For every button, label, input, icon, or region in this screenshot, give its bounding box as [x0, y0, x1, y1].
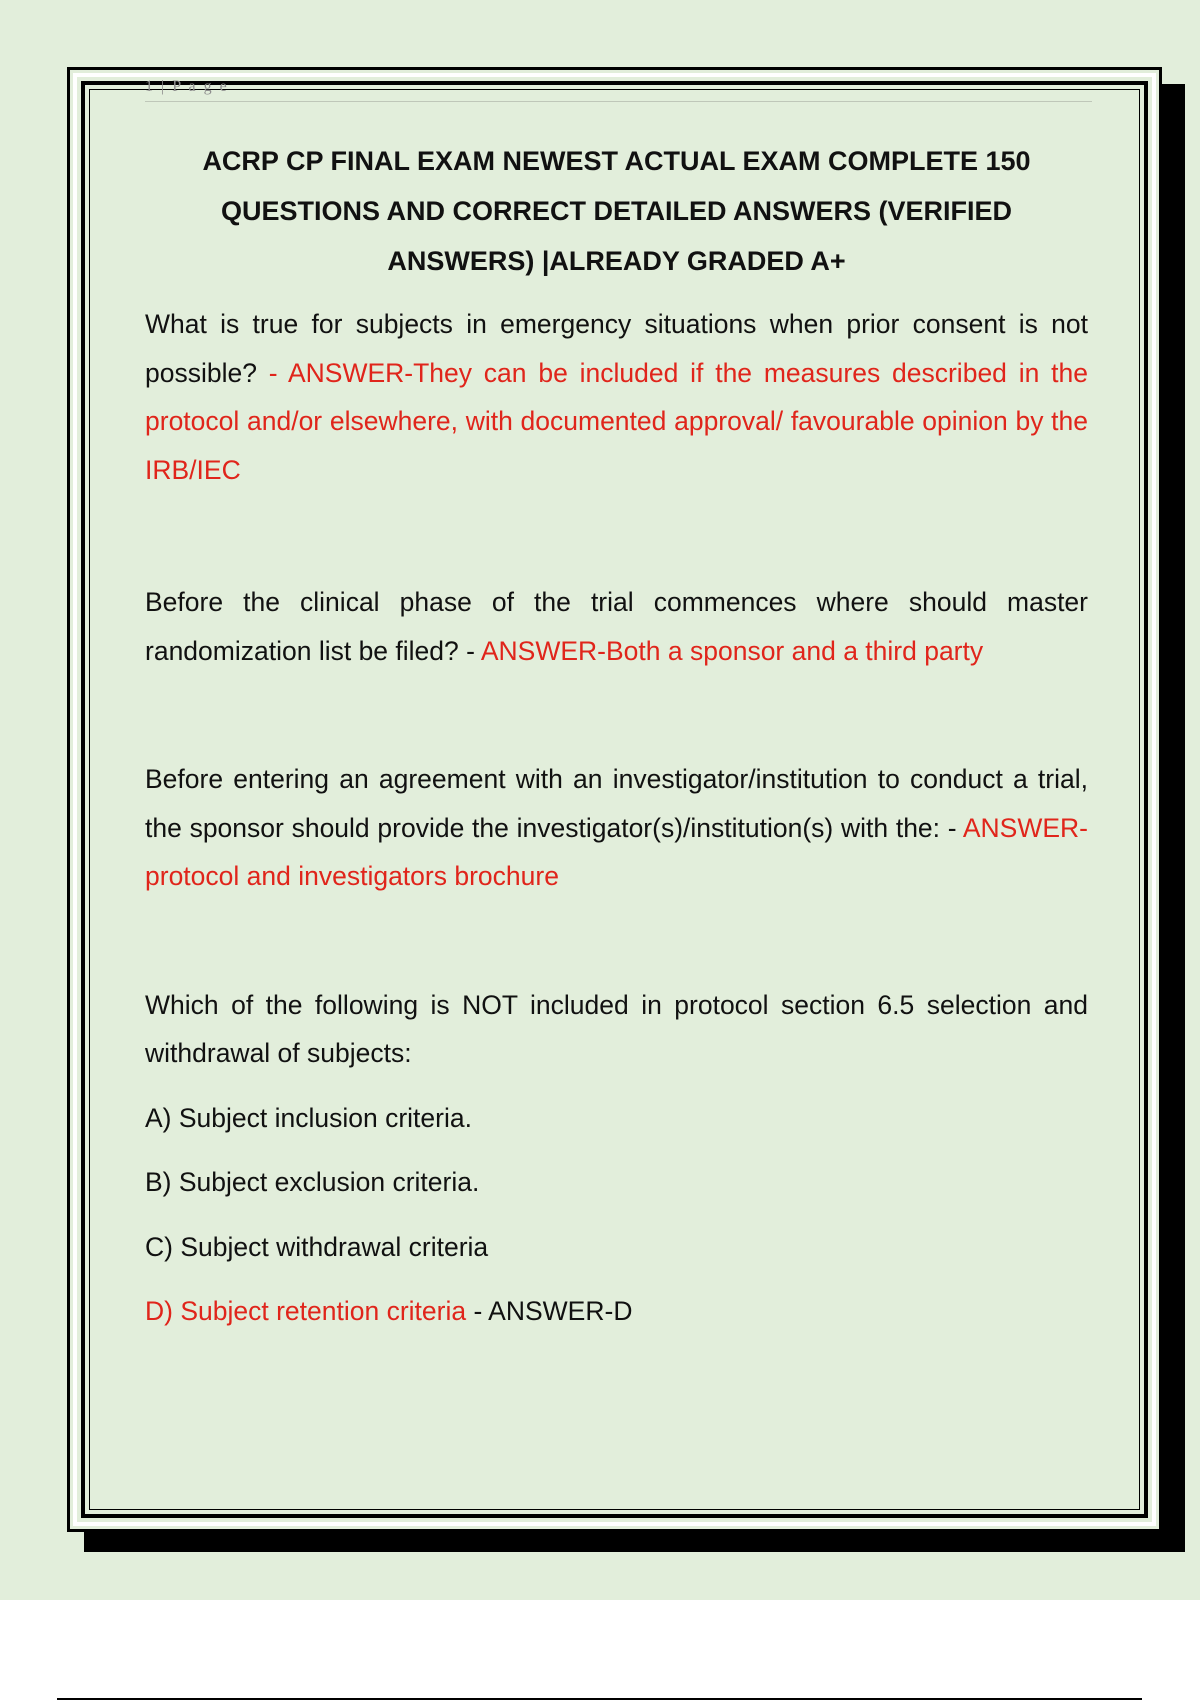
question-text: Before the clinical phase of the trial commences where should master randomization list be filed?	[145, 587, 1088, 666]
header-divider	[145, 101, 1092, 102]
correct-option: D) Subject retention criteria	[145, 1296, 467, 1326]
question-text: Before entering an agreement with an investigator/institution to conduct a trial, the sponsor should provide the investigator(s)/institution(s) with the:	[145, 764, 1088, 843]
option-b: B) Subject exclusion criteria.	[145, 1167, 480, 1197]
answer-separator: -	[940, 812, 963, 843]
question-text: What is true for subjects in emergency situations when prior consent is not possible?	[145, 309, 1088, 388]
option-d	[145, 1287, 1088, 1336]
page-number: 1 | P a g e	[145, 78, 229, 95]
answer-text: ANSWER-Both a sponsor and a third party	[480, 635, 984, 666]
question-text: Which of the following is NOT included in protocol section 6.5 selection and withdrawal of subjects:	[145, 989, 1088, 1068]
qa-item	[145, 300, 1088, 494]
answer-text: - ANSWER-D	[466, 1296, 633, 1326]
qa-item	[145, 578, 1088, 675]
qa-item	[145, 755, 1088, 901]
answer-separator: -	[256, 357, 288, 388]
option-c: C) Subject withdrawal criteria	[145, 1231, 489, 1262]
answer-text: ANSWER-They can be included if the measures described in the protocol and/or elsewhere, with documented approval/ favourable opinion by the IRB/IEC	[145, 357, 1088, 485]
qa-item	[145, 981, 1088, 1078]
document-title: ACRP CP FINAL EXAM NEWEST ACTUAL EXAM COMPLETE 150 QUESTIONS AND CORRECT DETAILED ANSWERS (VERIFIED ANSWERS) |ALREADY GRADED A+	[202, 146, 1031, 276]
answer-text: ANSWER-protocol and investigators brochure	[145, 812, 1088, 891]
answer-separator: -	[458, 635, 481, 666]
document-body	[145, 136, 1088, 1336]
option-a: A) Subject inclusion criteria.	[145, 1102, 472, 1133]
